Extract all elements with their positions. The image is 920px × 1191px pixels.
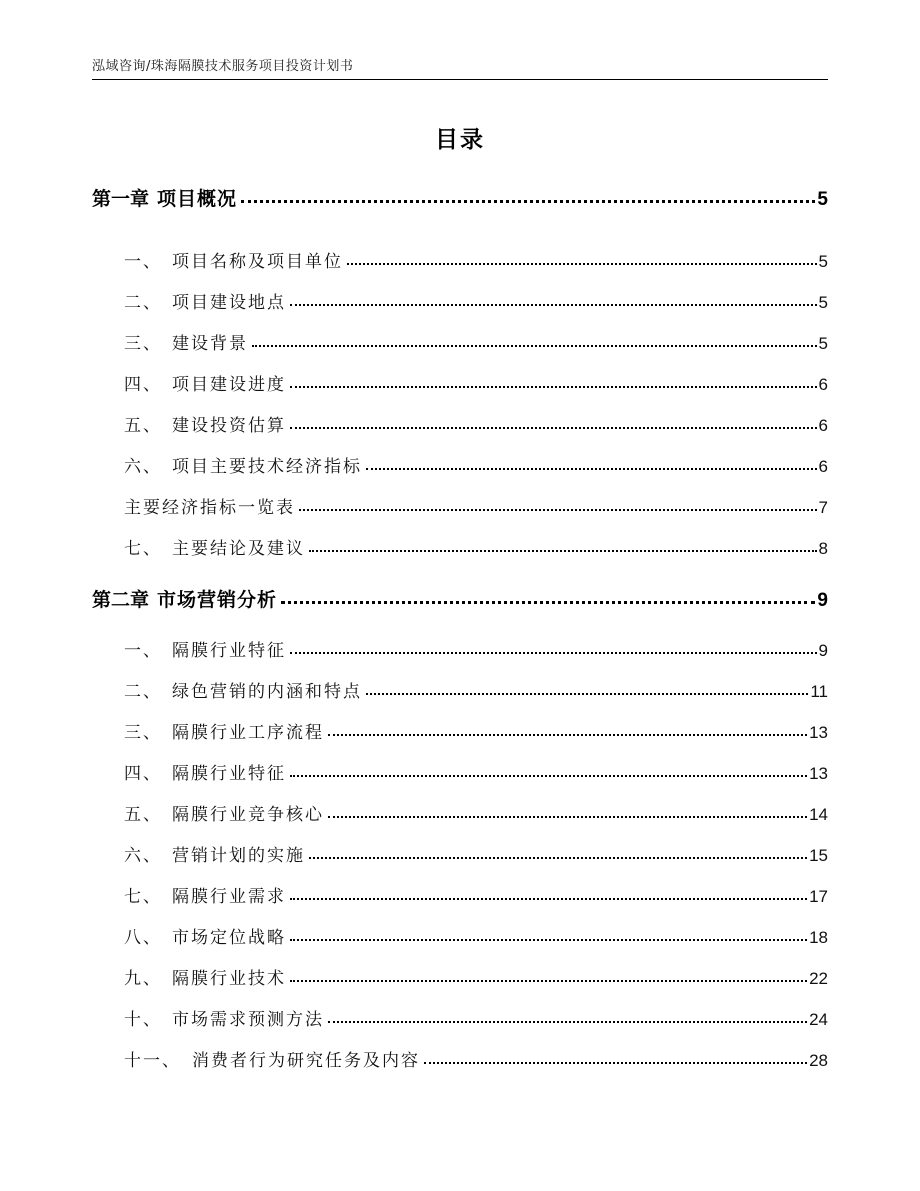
toc-chapter-1[interactable] [92,184,828,211]
toc-entry-number: 第二章 [92,589,150,611]
dot-leader [299,496,817,513]
toc-entry-label: 隔膜行业特征 [172,764,286,784]
dot-leader [366,455,817,472]
toc-entry-label: 主要经济指标一览表 [124,498,295,518]
toc-entry[interactable] [124,411,828,436]
toc-entry-label: 主要结论及建议 [172,539,305,559]
toc-entry[interactable] [124,800,828,825]
dot-leader [290,885,807,902]
toc-entry-label: 消费者行为研究任务及内容 [192,1051,420,1071]
dot-leader [347,250,817,267]
toc-entry[interactable] [124,1005,828,1030]
toc-entry-label: 隔膜行业需求 [172,887,286,907]
toc-entry-label: 项目名称及项目单位 [172,252,343,272]
toc-entry-page: 13 [809,723,828,742]
toc-entry-number: 七、 [124,887,162,907]
dot-leader [290,291,817,308]
toc-chapter-2[interactable] [92,585,828,612]
dot-leader [290,762,807,779]
toc-entry-page: 11 [810,682,828,701]
toc-entry-page: 5 [818,293,828,312]
toc-entry-number: 二、 [124,293,162,313]
dot-leader [281,587,815,606]
toc-entry-number: 二、 [124,682,162,702]
toc-entry-label: 项目建设地点 [172,293,286,313]
toc-entry-number: 八、 [124,928,162,948]
toc-entry[interactable] [124,329,828,354]
dot-leader [290,967,807,984]
toc-entry-label: 市场定位战略 [172,928,286,948]
toc-entry[interactable] [124,923,828,948]
toc-entry-page: 18 [809,928,828,947]
toc-entry[interactable] [124,718,828,743]
toc-entry-label: 营销计划的实施 [172,846,305,866]
toc-entry[interactable] [124,964,828,989]
dot-leader [366,680,808,697]
toc-entry[interactable] [124,493,828,518]
toc-entry-number: 十、 [124,1010,162,1030]
toc-entry[interactable] [124,370,828,395]
toc-entry-page: 9 [817,590,828,611]
dot-leader [309,844,807,861]
dot-leader [328,803,807,820]
toc-entry-page: 8 [818,539,828,558]
toc-entry-page: 6 [818,375,828,394]
toc-entry-page: 13 [809,764,828,783]
toc-entry-page: 22 [809,969,828,988]
toc-entry-page: 5 [817,189,828,210]
toc-entry-page: 28 [809,1051,828,1070]
dot-leader [424,1049,807,1066]
toc-entry-number: 六、 [124,457,162,477]
toc-entry[interactable] [124,247,828,272]
header-divider [92,79,828,80]
toc-entry[interactable] [124,452,828,477]
toc-entry-page: 15 [809,846,828,865]
dot-leader [290,373,817,390]
toc-entry-label: 市场需求预测方法 [172,1010,324,1030]
dot-leader [290,926,807,943]
toc-entry-number: 一、 [124,641,162,661]
page-header: 泓域咨询/珠海隔膜技术服务项目投资计划书 [92,59,354,74]
toc-entry[interactable] [124,677,828,702]
toc-entry[interactable] [124,1046,828,1071]
dot-leader [309,537,817,554]
toc-entry-page: 17 [809,887,828,906]
toc-entry-page: 5 [818,252,828,271]
toc-entry[interactable] [124,841,828,866]
toc-entry-page: 14 [809,805,828,824]
toc-entry[interactable] [124,882,828,907]
toc-entry-page: 5 [818,334,828,353]
toc-entry-page: 9 [818,641,828,660]
toc-entry-label: 绿色营销的内涵和特点 [172,682,362,702]
toc-entry-number: 七、 [124,539,162,559]
dot-leader [290,639,817,656]
toc-entry[interactable] [124,759,828,784]
toc-entry-page: 24 [809,1010,828,1029]
toc-title: 目录 [435,127,485,153]
toc-entry-label: 建设背景 [172,334,248,354]
toc-entry-label: 隔膜行业技术 [172,969,286,989]
toc-entry-page: 6 [818,457,828,476]
toc-entry-number: 四、 [124,764,162,784]
toc-entry[interactable] [124,534,828,559]
toc-entry-label: 隔膜行业特征 [172,641,286,661]
toc-entry-number: 一、 [124,252,162,272]
dot-leader [328,721,807,738]
toc-entry-page: 6 [818,416,828,435]
toc-entry-label: 项目概况 [157,188,238,210]
toc-entry[interactable] [124,636,828,661]
toc-entry-number: 第一章 [92,188,150,210]
toc-entry-label: 隔膜行业工序流程 [172,723,324,743]
toc-entry-label: 项目建设进度 [172,375,286,395]
toc-entry-number: 十一、 [124,1051,181,1071]
dot-leader [241,186,815,205]
toc-entry-number: 三、 [124,723,162,743]
toc-entry-label: 建设投资估算 [172,416,286,436]
dot-leader [290,414,817,431]
dot-leader [252,332,817,349]
toc-entry-number: 三、 [124,334,162,354]
toc-entry-label: 市场营销分析 [157,589,278,611]
toc-entry-number: 九、 [124,969,162,989]
toc-entry-label: 隔膜行业竞争核心 [172,805,324,825]
dot-leader [328,1008,807,1025]
toc-entry-number: 六、 [124,846,162,866]
toc-entry[interactable] [124,288,828,313]
toc-entry-label: 项目主要技术经济指标 [172,457,362,477]
toc-entry-number: 五、 [124,805,162,825]
toc-entry-page: 7 [818,498,828,517]
toc-entry-number: 四、 [124,375,162,395]
toc-entry-number: 五、 [124,416,162,436]
